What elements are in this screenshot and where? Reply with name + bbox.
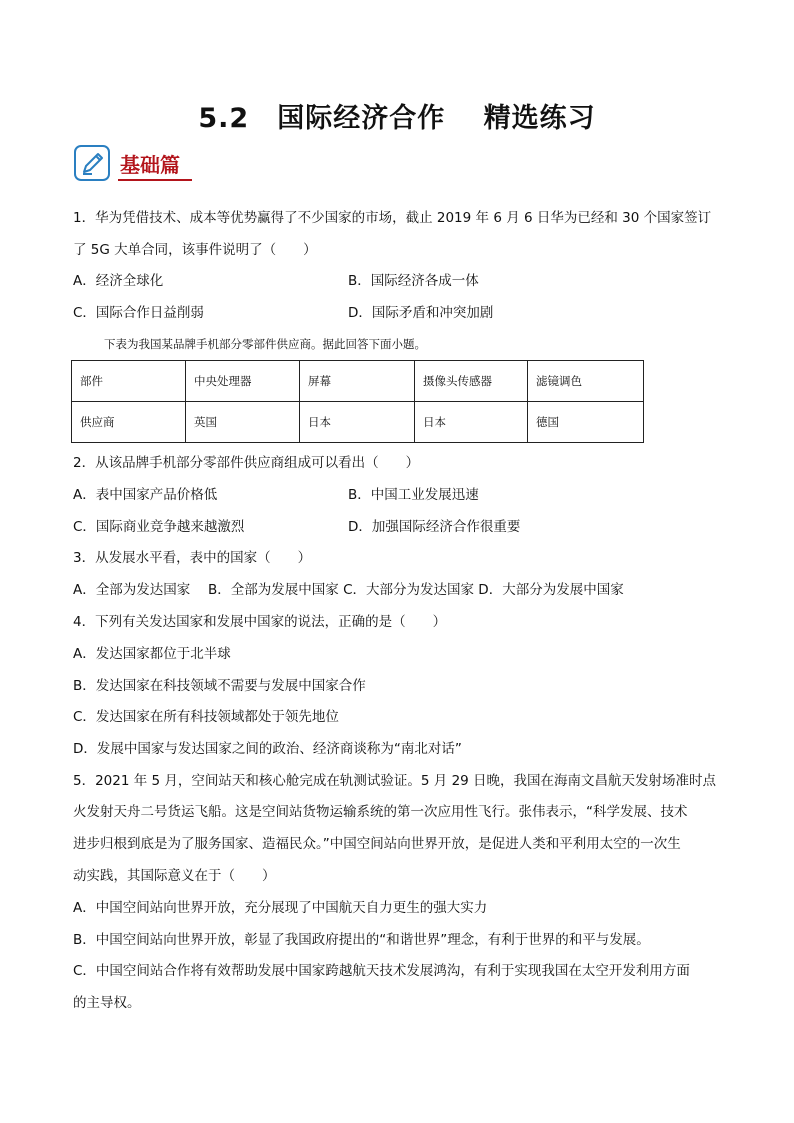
table-cell: 英国: [186, 402, 300, 443]
q4-option-a: A．发达国家都位于北半球: [73, 646, 231, 662]
q3-options: A．全部为发达国家 B．全部为发展中国家 C．大部分为发达国家 D．大部分为发展中国家: [73, 582, 624, 598]
q2-option-d: D．加强国际经济合作很重要: [348, 519, 521, 535]
q1-option-c: C．国际合作日益削弱: [73, 305, 204, 321]
q5-option-c-line1: C．中国空间站合作将有效帮助发展中国家跨越航天技术发展鸿沟，有利于实现我国在太空开发利用方面: [73, 963, 690, 979]
q5-option-b: B．中国空间站向世界开放，彰显了我国政府提出的“和谐世界”理念，有利于世界的和平与发展。: [73, 932, 650, 948]
q5-option-a: A．中国空间站向世界开放，充分展现了中国航天自力更生的强大实力: [73, 900, 488, 916]
q1-option-a: A．经济全球化: [73, 273, 164, 289]
q5-stem-line2: 火发射天舟二号货运飞船。这是空间站货物运输系统的第一次应用性飞行。张伟表示，“科学发展、技术: [73, 804, 688, 820]
parts-supplier-table: [71, 360, 644, 443]
q4-stem: 4．下列有关发达国家和发展中国家的说法，正确的是（ ）: [73, 614, 447, 630]
q2-option-b: B．中国工业发展迅速: [348, 487, 479, 503]
section-header: [74, 143, 204, 187]
table-intro: 下表为我国某品牌手机部分零部件供应商。据此回答下面小题。: [104, 337, 426, 351]
table-cell: 德国: [528, 402, 644, 443]
q3-stem: 3．从发展水平看，表中的国家（ ）: [73, 550, 312, 566]
pencil-edit-icon: [74, 145, 110, 181]
table-row: [72, 402, 644, 443]
q4-option-c: C．发达国家在所有科技领域都处于领先地位: [73, 709, 339, 725]
table-header-cell: 摄像头传感器: [415, 361, 528, 402]
q4-option-b: B．发达国家在科技领域不需要与发展中国家合作: [73, 678, 366, 694]
q5-stem-line3: 进步归根到底是为了服务国家、造福民众。”中国空间站向世界开放，是促进人类和平利用太空的一次生: [73, 836, 681, 852]
q5-stem-line1: 5．2021 年 5 月，空间站天和核心舱完成在轨测试验证。5 月 29 日晚，我国在海南文昌航天发射场准时点: [73, 773, 717, 789]
q5-stem-line4: 动实践，其国际意义在于（ ）: [73, 868, 276, 884]
q2-option-a: A．表中国家产品价格低: [73, 487, 218, 503]
q1-stem-line2: 了 5G 大单合同，该事件说明了（ ）: [73, 242, 317, 258]
table-cell: 日本: [300, 402, 415, 443]
q1-option-d: D．国际矛盾和冲突加剧: [348, 305, 494, 321]
table-cell: 日本: [415, 402, 528, 443]
table-header-cell: 屏幕: [300, 361, 415, 402]
table-header-cell: 滤镜调色: [528, 361, 644, 402]
section-label: 基础篇: [120, 153, 180, 177]
table-row: [72, 361, 644, 402]
page-title: 5.2 国际经济合作 精选练习: [198, 103, 596, 134]
q5-option-c-line2: 的主导权。: [73, 995, 141, 1011]
q2-stem: 2．从该品牌手机部分零部件供应商组成可以看出（ ）: [73, 455, 420, 471]
q1-option-b: B．国际经济各成一体: [348, 273, 479, 289]
table-cell: 供应商: [72, 402, 186, 443]
q2-option-c: C．国际商业竞争越来越激烈: [73, 519, 245, 535]
q1-stem-line1: 1．华为凭借技术、成本等优势赢得了不少国家的市场，截止 2019 年 6 月 6 日华为已经和 30 个国家签订: [73, 210, 712, 226]
table-header-cell: 部件: [72, 361, 186, 402]
table-header-cell: 中央处理器: [186, 361, 300, 402]
q4-option-d: D．发展中国家与发达国家之间的政治、经济商谈称为“南北对话”: [73, 741, 462, 757]
section-underline: [118, 179, 192, 181]
